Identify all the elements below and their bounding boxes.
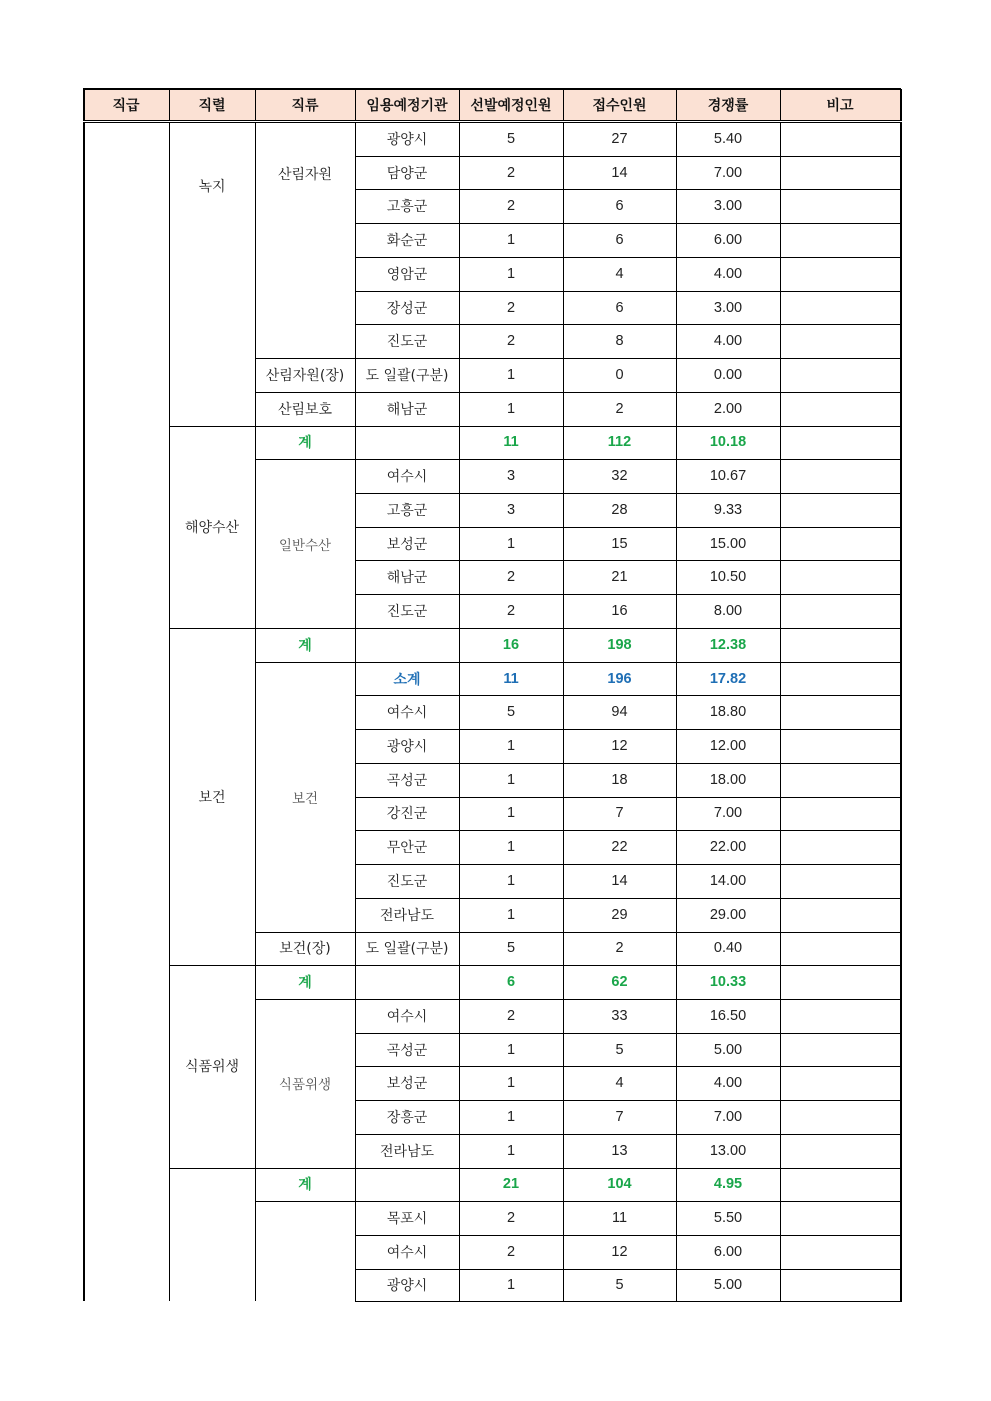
ratio-cell: 0.40: [713, 940, 743, 957]
ratio-cell: 14.00: [709, 872, 747, 889]
ratio-cell: 9.33: [713, 501, 743, 518]
header-series: 직렬: [198, 98, 226, 114]
series-label: 식품위생: [184, 1059, 240, 1076]
agency-cell: 장흥군: [386, 1110, 428, 1127]
applicants-cell: 2: [615, 400, 624, 417]
agency-cell: 소계: [393, 671, 421, 688]
row-divider: [355, 1168, 901, 1169]
row-divider: [355, 493, 901, 494]
remarks-cell: [780, 223, 900, 257]
row-divider: [355, 459, 901, 460]
applicants-cell: 7: [615, 1109, 624, 1126]
header-planned: 선발예정인원: [470, 98, 552, 114]
remarks-cell: [780, 729, 900, 763]
applicants-cell: 6: [615, 198, 624, 215]
column-divider: [900, 89, 902, 121]
row-divider: [255, 392, 355, 393]
row-divider: [355, 358, 901, 359]
row-divider: [355, 662, 901, 663]
planned-cell: 2: [506, 164, 516, 181]
applicants-cell: 5: [615, 1041, 624, 1058]
agency-cell: 광양시: [386, 738, 428, 755]
applicants-cell: 14: [611, 164, 628, 181]
row-divider: [355, 223, 901, 224]
agency-cell: 여수시: [386, 705, 428, 722]
ratio-cell: 6.00: [713, 1243, 743, 1260]
applicants-cell: 16: [611, 603, 628, 620]
row-divider: [169, 1168, 255, 1169]
column-divider: [255, 89, 256, 121]
ratio-cell: 22.00: [709, 839, 747, 856]
remarks-cell: [780, 189, 900, 223]
agency-cell: 곡성군: [386, 772, 428, 789]
agency-cell: 목포시: [386, 1211, 428, 1228]
planned-cell: 1: [506, 1276, 516, 1293]
agency-cell: 고흥군: [386, 199, 428, 216]
agency-cell: 진도군: [386, 334, 428, 351]
row-divider: [255, 1168, 355, 1169]
applicants-cell: 12: [611, 1243, 628, 1260]
planned-cell: 2: [506, 569, 516, 586]
ratio-cell: 10.50: [709, 569, 747, 586]
ratio-cell: 29.00: [709, 906, 747, 923]
category-label: 계: [298, 435, 312, 452]
applicants-cell: 198: [607, 636, 632, 653]
agency-cell: [355, 965, 459, 999]
planned-cell: 2: [506, 1007, 516, 1024]
planned-cell: 2: [506, 333, 516, 350]
category-label: 계: [298, 637, 312, 654]
column-divider: [83, 122, 85, 1301]
agency-cell: 진도군: [386, 604, 428, 621]
ratio-cell: 5.00: [713, 1041, 743, 1058]
header-applicants: 접수인원: [592, 98, 647, 114]
remarks-cell: [780, 662, 900, 696]
applicants-cell: 32: [611, 468, 628, 485]
applicants-cell: 104: [607, 1176, 632, 1193]
ratio-cell: 4.95: [713, 1176, 743, 1193]
row-divider: [355, 797, 901, 798]
row-divider: [355, 864, 901, 865]
row-divider: [83, 120, 901, 121]
ratio-cell: 0.00: [713, 366, 743, 383]
applicants-cell: 21: [611, 569, 628, 586]
remarks-cell: [780, 1066, 900, 1100]
remarks-cell: [780, 898, 900, 932]
remarks-cell: [780, 1201, 900, 1235]
column-divider: [169, 122, 170, 1301]
row-divider: [355, 426, 901, 427]
agency-cell: 광양시: [386, 131, 428, 148]
applicants-cell: 2: [615, 940, 624, 957]
planned-cell: 5: [506, 130, 516, 147]
applicants-cell: 196: [607, 670, 632, 687]
agency-cell: [355, 628, 459, 662]
ratio-cell: 4.00: [713, 333, 743, 350]
ratio-cell: 16.50: [709, 1007, 747, 1024]
ratio-cell: 2.00: [713, 400, 743, 417]
row-divider: [355, 1201, 901, 1202]
header-ratio: 경쟁률: [707, 98, 749, 114]
row-divider: [255, 1201, 355, 1202]
column-divider: [780, 122, 781, 1301]
ratio-cell: 10.18: [709, 434, 747, 451]
row-divider: [355, 932, 901, 933]
applicants-cell: 27: [611, 130, 628, 147]
agency-cell: [355, 1168, 459, 1202]
ratio-cell: 5.40: [713, 130, 743, 147]
applicants-cell: 4: [615, 265, 624, 282]
agency-cell: 여수시: [386, 1008, 428, 1025]
row-divider: [255, 965, 355, 966]
row-divider: [83, 122, 901, 123]
column-divider: [676, 122, 677, 1301]
remarks-cell: [780, 797, 900, 831]
row-divider: [255, 662, 355, 663]
row-divider: [355, 1235, 901, 1236]
remarks-cell: [780, 830, 900, 864]
agency-cell: 강진군: [386, 806, 428, 823]
planned-cell: 1: [506, 906, 516, 923]
agency-cell: [355, 426, 459, 460]
row-divider: [255, 358, 355, 359]
planned-cell: 5: [506, 940, 516, 957]
applicants-cell: 112: [607, 434, 632, 451]
planned-cell: 1: [506, 1109, 516, 1126]
remarks-cell: [780, 999, 900, 1033]
agency-cell: 담양군: [386, 165, 428, 182]
planned-cell: 1: [506, 839, 516, 856]
remarks-cell: [780, 864, 900, 898]
applicants-cell: 6: [615, 299, 624, 316]
ratio-cell: 15.00: [709, 535, 747, 552]
row-divider: [169, 426, 255, 427]
ratio-cell: 10.67: [709, 468, 747, 485]
planned-cell: 1: [506, 400, 516, 417]
planned-cell: 3: [506, 468, 516, 485]
remarks-cell: [780, 628, 900, 662]
applicants-cell: 29: [611, 906, 628, 923]
row-divider: [355, 830, 901, 831]
column-divider: [676, 89, 677, 121]
row-divider: [355, 156, 901, 157]
category-label: 계: [298, 975, 312, 992]
remarks-cell: [780, 426, 900, 460]
row-divider: [355, 257, 901, 258]
row-divider: [355, 1100, 901, 1101]
remarks-cell: [780, 122, 900, 156]
row-divider: [355, 594, 901, 595]
series-label: 보건: [198, 789, 226, 806]
remarks-cell: [780, 965, 900, 999]
row-divider: [355, 729, 901, 730]
row-divider: [255, 932, 355, 933]
row-divider: [355, 527, 901, 528]
row-divider: [355, 898, 901, 899]
ratio-cell: 5.00: [713, 1276, 743, 1293]
header-remarks: 비고: [826, 98, 854, 114]
series-label: 녹지: [198, 179, 226, 195]
agency-cell: 영암군: [386, 266, 428, 283]
ratio-cell: 12.00: [709, 737, 747, 754]
header-category: 직류: [291, 98, 319, 114]
applicants-cell: 15: [611, 535, 628, 552]
planned-cell: 1: [506, 366, 516, 383]
applicants-cell: 5: [615, 1276, 624, 1293]
header-grade: 직급: [112, 98, 140, 114]
row-divider: [355, 324, 901, 325]
planned-cell: 6: [506, 974, 516, 991]
ratio-cell: 18.00: [709, 771, 747, 788]
applicants-cell: 13: [611, 1142, 628, 1159]
agency-cell: 해남군: [386, 401, 428, 418]
category-label: 일반수산: [278, 537, 332, 554]
category-label: 보건(장): [279, 941, 331, 958]
applicants-cell: 18: [611, 771, 628, 788]
applicants-cell: 14: [611, 872, 628, 889]
header-agency: 임용예정기관: [366, 98, 448, 114]
row-divider: [255, 426, 355, 427]
row-divider: [355, 628, 901, 629]
remarks-cell: [780, 763, 900, 797]
ratio-cell: 17.82: [709, 670, 747, 687]
series-label: 해양수산: [184, 519, 240, 536]
agency-cell: 광양시: [386, 1277, 428, 1294]
row-divider: [169, 628, 255, 629]
planned-cell: 2: [506, 603, 516, 620]
column-divider: [355, 89, 356, 121]
category-label: 산림자원(장): [265, 367, 345, 384]
row-divider: [355, 1301, 901, 1302]
category-label: 계: [298, 1177, 312, 1194]
category-label: 식품위생: [278, 1077, 332, 1094]
ratio-cell: 5.50: [713, 1210, 743, 1227]
row-divider: [83, 88, 901, 90]
agency-cell: 곡성군: [386, 1042, 428, 1059]
remarks-cell: [780, 1168, 900, 1202]
planned-cell: 1: [506, 535, 516, 552]
agency-cell: 보성군: [386, 536, 428, 553]
ratio-cell: 12.38: [709, 636, 747, 653]
planned-cell: 2: [506, 198, 516, 215]
row-divider: [255, 628, 355, 629]
planned-cell: 21: [502, 1176, 520, 1193]
planned-cell: 1: [506, 1142, 516, 1159]
remarks-cell: [780, 1235, 900, 1269]
applicants-cell: 0: [615, 366, 624, 383]
ratio-cell: 3.00: [713, 299, 743, 316]
applicants-cell: 8: [615, 333, 624, 350]
column-divider: [355, 122, 356, 1301]
category-label: 산림자원: [277, 167, 333, 183]
applicants-cell: 12: [611, 737, 628, 754]
agency-cell: 보성군: [386, 1076, 428, 1093]
remarks-cell: [780, 493, 900, 527]
planned-cell: 1: [506, 805, 516, 822]
remarks-cell: [780, 1100, 900, 1134]
remarks-cell: [780, 156, 900, 190]
applicants-cell: 94: [611, 704, 628, 721]
remarks-cell: [780, 932, 900, 966]
category-label: 보건: [291, 790, 319, 807]
ratio-cell: 6.00: [713, 232, 743, 249]
remarks-cell: [780, 392, 900, 426]
planned-cell: 2: [506, 1210, 516, 1227]
planned-cell: 1: [506, 265, 516, 282]
remarks-cell: [780, 1269, 900, 1301]
applicants-cell: 7: [615, 805, 624, 822]
agency-cell: 화순군: [386, 233, 428, 250]
ratio-cell: 7.00: [713, 1109, 743, 1126]
row-divider: [355, 189, 901, 190]
planned-cell: 1: [506, 1041, 516, 1058]
row-divider: [355, 965, 901, 966]
applicants-cell: 6: [615, 232, 624, 249]
agency-cell: 도 일괄(구분): [365, 941, 449, 958]
row-divider: [355, 999, 901, 1000]
applicants-cell: 11: [611, 1210, 628, 1227]
agency-cell: 장성군: [386, 300, 428, 317]
row-divider: [255, 459, 355, 460]
ratio-cell: 7.00: [713, 164, 743, 181]
column-divider: [780, 89, 781, 121]
category-label: 산림보호: [277, 401, 333, 418]
row-divider: [169, 965, 255, 966]
remarks-cell: [780, 324, 900, 358]
column-divider: [563, 122, 564, 1301]
column-divider: [459, 89, 460, 121]
row-divider: [355, 1134, 901, 1135]
row-divider: [355, 291, 901, 292]
row-divider: [255, 999, 355, 1000]
planned-cell: 1: [506, 737, 516, 754]
agency-cell: 전라남도: [379, 1143, 435, 1160]
column-divider: [83, 89, 85, 121]
row-divider: [355, 392, 901, 393]
applicants-cell: 22: [611, 839, 628, 856]
planned-cell: 1: [506, 232, 516, 249]
ratio-cell: 10.33: [709, 974, 747, 991]
agency-cell: 도 일괄(구분): [365, 367, 449, 384]
ratio-cell: 8.00: [713, 603, 743, 620]
applicants-cell: 62: [611, 974, 628, 991]
agency-cell: 여수시: [386, 469, 428, 486]
row-divider: [355, 695, 901, 696]
ratio-cell: 7.00: [713, 805, 743, 822]
row-divider: [355, 1066, 901, 1067]
column-divider: [255, 122, 256, 1301]
row-divider: [355, 560, 901, 561]
category-label: [255, 1201, 355, 1301]
ratio-cell: 4.00: [713, 1075, 743, 1092]
remarks-cell: [780, 358, 900, 392]
remarks-cell: [780, 527, 900, 561]
ratio-cell: 13.00: [709, 1142, 747, 1159]
applicants-cell: 28: [611, 501, 628, 518]
ratio-cell: 4.00: [713, 265, 743, 282]
planned-cell: 3: [506, 501, 516, 518]
remarks-cell: [780, 1033, 900, 1067]
agency-cell: 진도군: [386, 873, 428, 890]
applicants-cell: 4: [615, 1075, 624, 1092]
column-divider: [169, 89, 170, 121]
row-divider: [355, 1033, 901, 1034]
row-divider: [355, 1269, 901, 1270]
remarks-cell: [780, 560, 900, 594]
planned-cell: 11: [503, 670, 519, 687]
agency-cell: 고흥군: [386, 502, 428, 519]
remarks-cell: [780, 257, 900, 291]
ratio-cell: 18.80: [709, 704, 747, 721]
remarks-cell: [780, 1134, 900, 1168]
agency-cell: 무안군: [386, 840, 428, 857]
planned-cell: 5: [506, 704, 516, 721]
planned-cell: 2: [506, 299, 516, 316]
planned-cell: 16: [502, 636, 520, 653]
remarks-cell: [780, 459, 900, 493]
applicants-cell: 33: [611, 1007, 628, 1024]
remarks-cell: [780, 291, 900, 325]
remarks-cell: [780, 594, 900, 628]
row-divider: [355, 763, 901, 764]
remarks-cell: [780, 695, 900, 729]
column-divider: [459, 122, 460, 1301]
ratio-cell: 3.00: [713, 198, 743, 215]
planned-cell: 2: [506, 1243, 516, 1260]
agency-cell: 전라남도: [379, 907, 435, 924]
planned-cell: 1: [506, 771, 516, 788]
column-divider: [563, 89, 564, 121]
column-divider: [900, 122, 902, 1302]
agency-cell: 해남군: [386, 570, 428, 587]
planned-cell: 1: [506, 872, 516, 889]
planned-cell: 1: [506, 1075, 516, 1092]
agency-cell: 여수시: [386, 1244, 428, 1261]
planned-cell: 11: [503, 434, 519, 451]
